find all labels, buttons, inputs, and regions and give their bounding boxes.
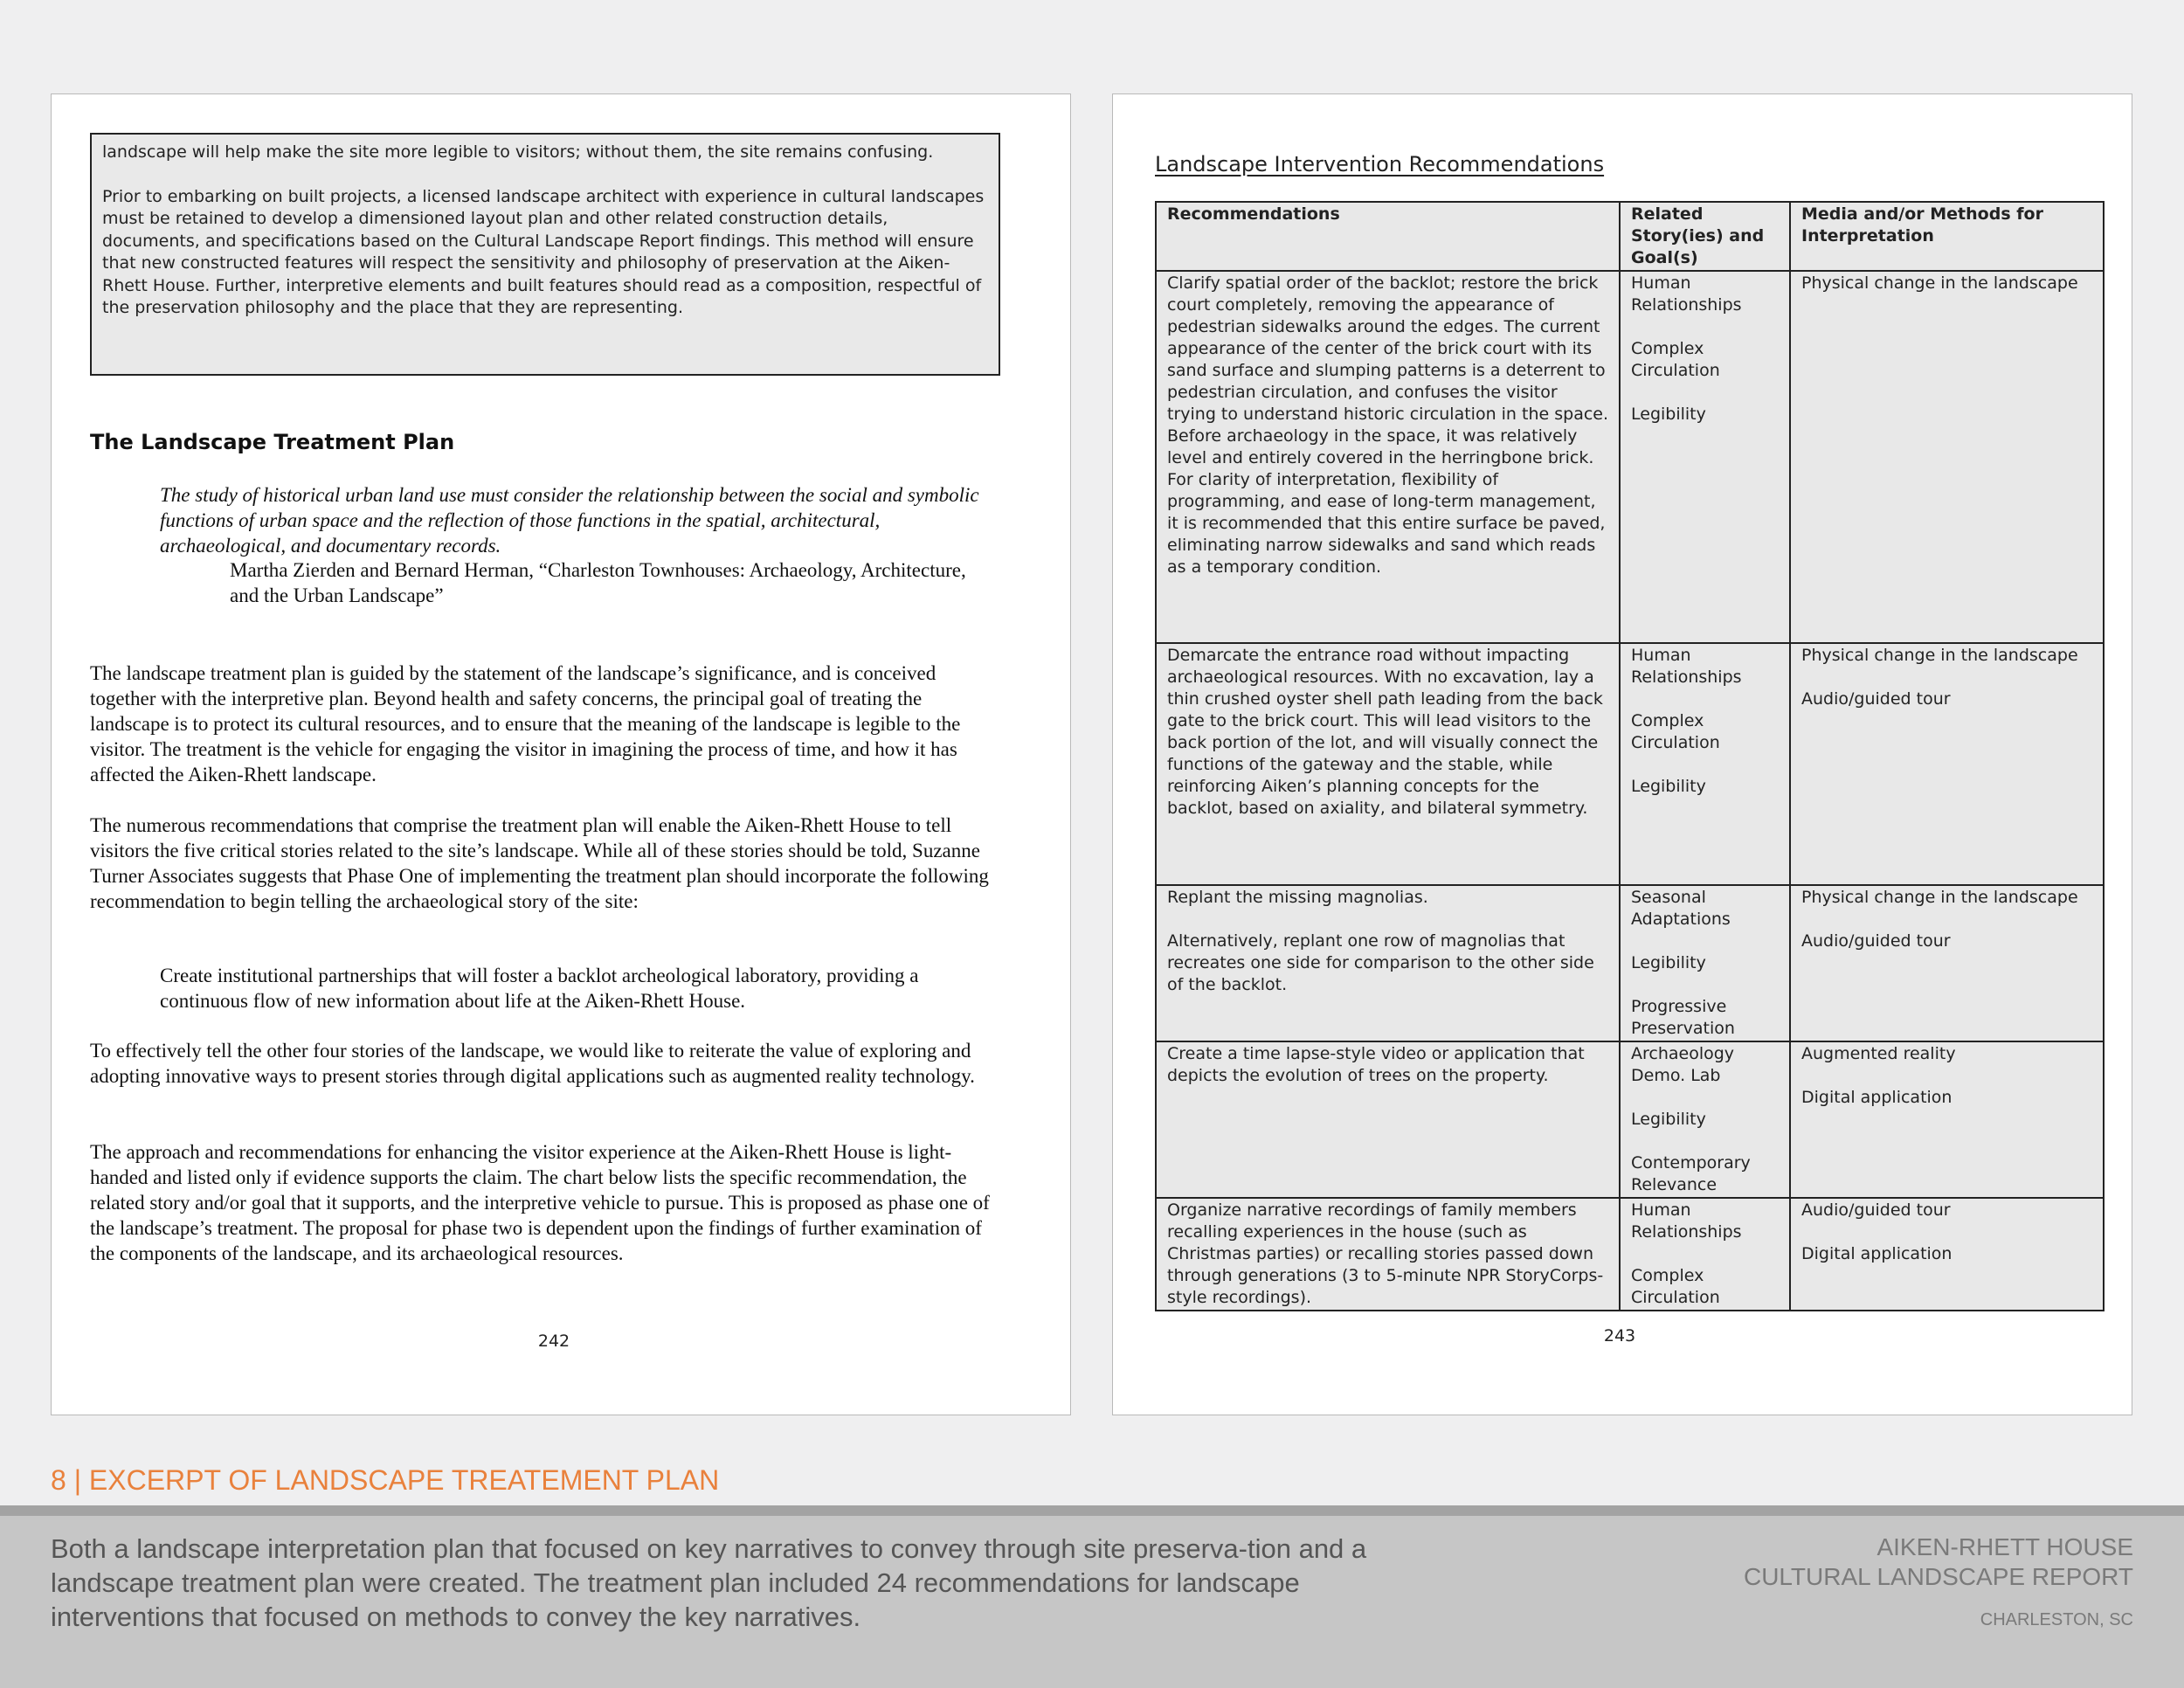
media-item: Digital application (1801, 1088, 1952, 1107)
header-recommendations: Recommendations (1156, 202, 1620, 271)
media-item: Augmented reality (1801, 1044, 1956, 1063)
recommendation-text: Create a time lapse-style video or application that depicts the evolution of trees on the property. (1167, 1044, 1590, 1085)
phase-one-recommendation: Create institutional partnerships that will foster a backlot archeological laboratory, providing a continuous flow of new information about life at the Aiken-Rhett House. (160, 965, 919, 1012)
note-paragraph-2: Prior to embarking on built projects, a licensed landscape architect with experience in cultural landscapes must be retained to develop a dimensioned layout plan and other related construction details, documents, and specifications based on the Cultural Landscape Report findings. This method will ensure that new constructed features will respect the sensitivity and philosophy of preservation at the Aiken-Rhett House. Further, interpretive elements and built features should read as a composition, respectful of the preservation philosophy and the place that they are representing. (102, 186, 985, 317)
story-item: Human Relationships (1631, 273, 1742, 315)
story-item: Human Relationships (1631, 1200, 1742, 1242)
recommendation-text: Demarcate the entrance road without impacting archaeological resources. With no excavation, lay a thin crushed oyster shell path leading from the back gate to the brick court. This will lead visitors to the back portion of the lot, and will visually connect the functions of the gateway and the stable, while reinforcing Aiken’s planning concepts for the backlot, based on axiality, and bilateral symmetry. (1167, 646, 1608, 818)
media-item: Digital application (1801, 1244, 1952, 1263)
footer-divider (0, 1505, 2184, 1516)
story-spacer (1631, 930, 1780, 952)
report-name-line-1: AIKEN-RHETT HOUSE (1876, 1533, 2133, 1560)
stories-cell (1620, 271, 1790, 643)
story-item: Legibility (1631, 953, 1706, 972)
table-row (1156, 271, 2104, 643)
body-paragraph: The approach and recommendations for enhancing the visitor experience at the Aiken-Rhett House is light-handed and listed only if evidence supports the claim. The chart below lists the specific recommendation, the related story and/or goal that it supports, and the interpretive vehicle to pursue. This is proposed as phase one of the landscape’s treatment. The proposal for phase two is dependent upon the findings of further examination of the components of the landscape, and its archaeological resources. (90, 1141, 990, 1264)
recommendation-cell (1156, 643, 1620, 885)
story-item: Progressive Preservation (1631, 997, 1735, 1038)
story-spacer (1631, 974, 1780, 996)
footer-band (0, 1505, 2184, 1688)
media-cell (1790, 885, 2104, 1041)
document-page-243 (1112, 93, 2132, 1415)
story-spacer (1631, 382, 1780, 404)
media-spacer (1801, 1221, 2094, 1243)
story-spacer (1631, 688, 1780, 710)
recommendations-table (1155, 201, 2105, 1311)
media-cell (1790, 1198, 2104, 1311)
story-spacer (1631, 1243, 1780, 1265)
media-cell (1790, 1041, 2104, 1198)
table-row (1156, 643, 2104, 885)
media-spacer (1801, 667, 2094, 688)
story-item: Complex Circulation (1631, 339, 1720, 380)
table-row (1156, 1198, 2104, 1311)
story-item: Seasonal Adaptations (1631, 888, 1731, 929)
story-item: Complex Circulation (1631, 711, 1720, 752)
recommendation-spacer (1167, 909, 1610, 930)
story-item: Legibility (1631, 405, 1706, 424)
media-item: Physical change in the landscape (1801, 273, 2078, 293)
body-paragraph: The numerous recommendations that comprise the treatment plan will enable the Aiken-Rhett House to tell visitors the five critical stories related to the site’s landscape. While all of these stories should be told, Suzanne Turner Associates suggests that Phase One of implementing the treatment plan should incorporate the following recommendation to begin telling the archaeological story of the site: (90, 814, 989, 912)
story-item: Legibility (1631, 1110, 1706, 1129)
page-number: 242 (537, 1332, 570, 1351)
report-location: CHARLESTON, SC (1980, 1610, 2133, 1629)
media-cell (1790, 643, 2104, 885)
body-paragraph: To effectively tell the other four stories of the landscape, we would like to reiterate the value of exploring and adopting innovative ways to present stories through digital applications such as augmented reality technology. (90, 1040, 975, 1087)
recommendation-cell (1156, 271, 1620, 643)
table-row (1156, 1041, 2104, 1198)
stories-cell (1620, 885, 1790, 1041)
story-item: Human Relationships (1631, 646, 1742, 687)
media-spacer (1801, 1065, 2094, 1087)
recommendation-alternative-text: Alternatively, replant one row of magnolias that recreates one side for comparison to the other side of the backlot. (1167, 931, 1600, 994)
media-cell (1790, 271, 2104, 643)
note-paragraph-1: landscape will help make the site more legible to visitors; without them, the site remains confusing. (102, 142, 934, 162)
story-item: Contemporary Relevance (1631, 1153, 1756, 1194)
footer-description: Both a landscape interpretation plan that focused on key narratives to convey through site preserva-tion and a landscape treatment plan were created. The treatment plan included 24 recommendations for landscape interventions that focused on methods to convey the key narratives. (51, 1533, 1367, 1632)
recommendation-text: Replant the missing magnolias. (1167, 888, 1428, 907)
recommendation-cell (1156, 1198, 1620, 1311)
recommendation-text: Organize narrative recordings of family members recalling experiences in the house (such as Christmas parties) or recalling stories passed down through generations (3 to 5-minute NPR StoryCorps-style recordings). (1167, 1200, 1604, 1307)
document-page-242 (51, 93, 1071, 1415)
story-spacer (1631, 1087, 1780, 1109)
table-title: Landscape Intervention Recommendations (1155, 152, 1605, 176)
recommendation-cell (1156, 885, 1620, 1041)
header-media-methods: Media and/or Methods for Interpretation (1790, 202, 2104, 271)
media-item: Audio/guided tour (1801, 931, 1951, 951)
header-related-stories: Related Story(ies) and Goal(s) (1620, 202, 1790, 271)
report-name-line-2: CULTURAL LANDSCAPE REPORT (1743, 1563, 2133, 1590)
page-number: 243 (1603, 1326, 1636, 1346)
section-heading: The Landscape Treatment Plan (90, 430, 455, 454)
recommendation-cell (1156, 1041, 1620, 1198)
table-row (1156, 885, 2104, 1041)
story-spacer (1631, 316, 1780, 338)
table-header-row (1156, 202, 2104, 271)
media-item: Physical change in the landscape (1801, 646, 2078, 665)
media-item: Audio/guided tour (1801, 689, 1951, 709)
body-paragraph: The landscape treatment plan is guided by the statement of the landscape’s significance, and is conceived together with the interpretive plan. Beyond health and safety concerns, the principal goal of treating the landscape is to protect its cultural resources, and to ensure that the meaning of the landscape is legible to the visitor. The treatment is the vehicle for engaging the visitor in imagining the process of time, and how it has affected the Aiken-Rhett landscape. (90, 662, 961, 785)
stories-cell (1620, 1041, 1790, 1198)
media-item: Physical change in the landscape (1801, 888, 2078, 907)
story-spacer (1631, 1131, 1780, 1152)
figure-caption: 8 | EXCERPT OF LANDSCAPE TREATEMENT PLAN (51, 1464, 720, 1496)
stories-cell (1620, 643, 1790, 885)
media-item: Audio/guided tour (1801, 1200, 1951, 1220)
story-item: Archaeology Demo. Lab (1631, 1044, 1740, 1085)
note-box (90, 133, 1000, 376)
recommendation-text: Clarify spatial order of the backlot; restore the brick court completely, removing the appearance of pedestrian sidewalks around the edges. The current appearance of the center of the brick court with its sand surface and slumping patterns is a deterrent to pedestrian circulation, and confuses the visitor trying to understand historic circulation in the space. Before archaeology in the space, it was relatively level and entirely covered in the herringbone brick. For clarity of interpretation, flexibility of programming, and ease of long-term management, it is recommended that this entire surface be paved, eliminating narrow sidewalks and sand which reads as a temporary condition. (1167, 273, 1614, 577)
media-spacer (1801, 909, 2094, 930)
story-spacer (1631, 754, 1780, 776)
epigraph-quote: The study of historical urban land use must consider the relationship between the social and symbolic functions of urban space and the reflection of those functions in the spatial, architectural, archaeological, and documentary records. (160, 484, 979, 557)
story-item: Complex Circulation (1631, 1266, 1720, 1307)
stories-cell (1620, 1198, 1790, 1311)
quote-attribution: Martha Zierden and Bernard Herman, “Charleston Townhouses: Archaeology, Architecture, and the Urban Landscape” (230, 559, 966, 606)
story-item: Legibility (1631, 777, 1706, 796)
